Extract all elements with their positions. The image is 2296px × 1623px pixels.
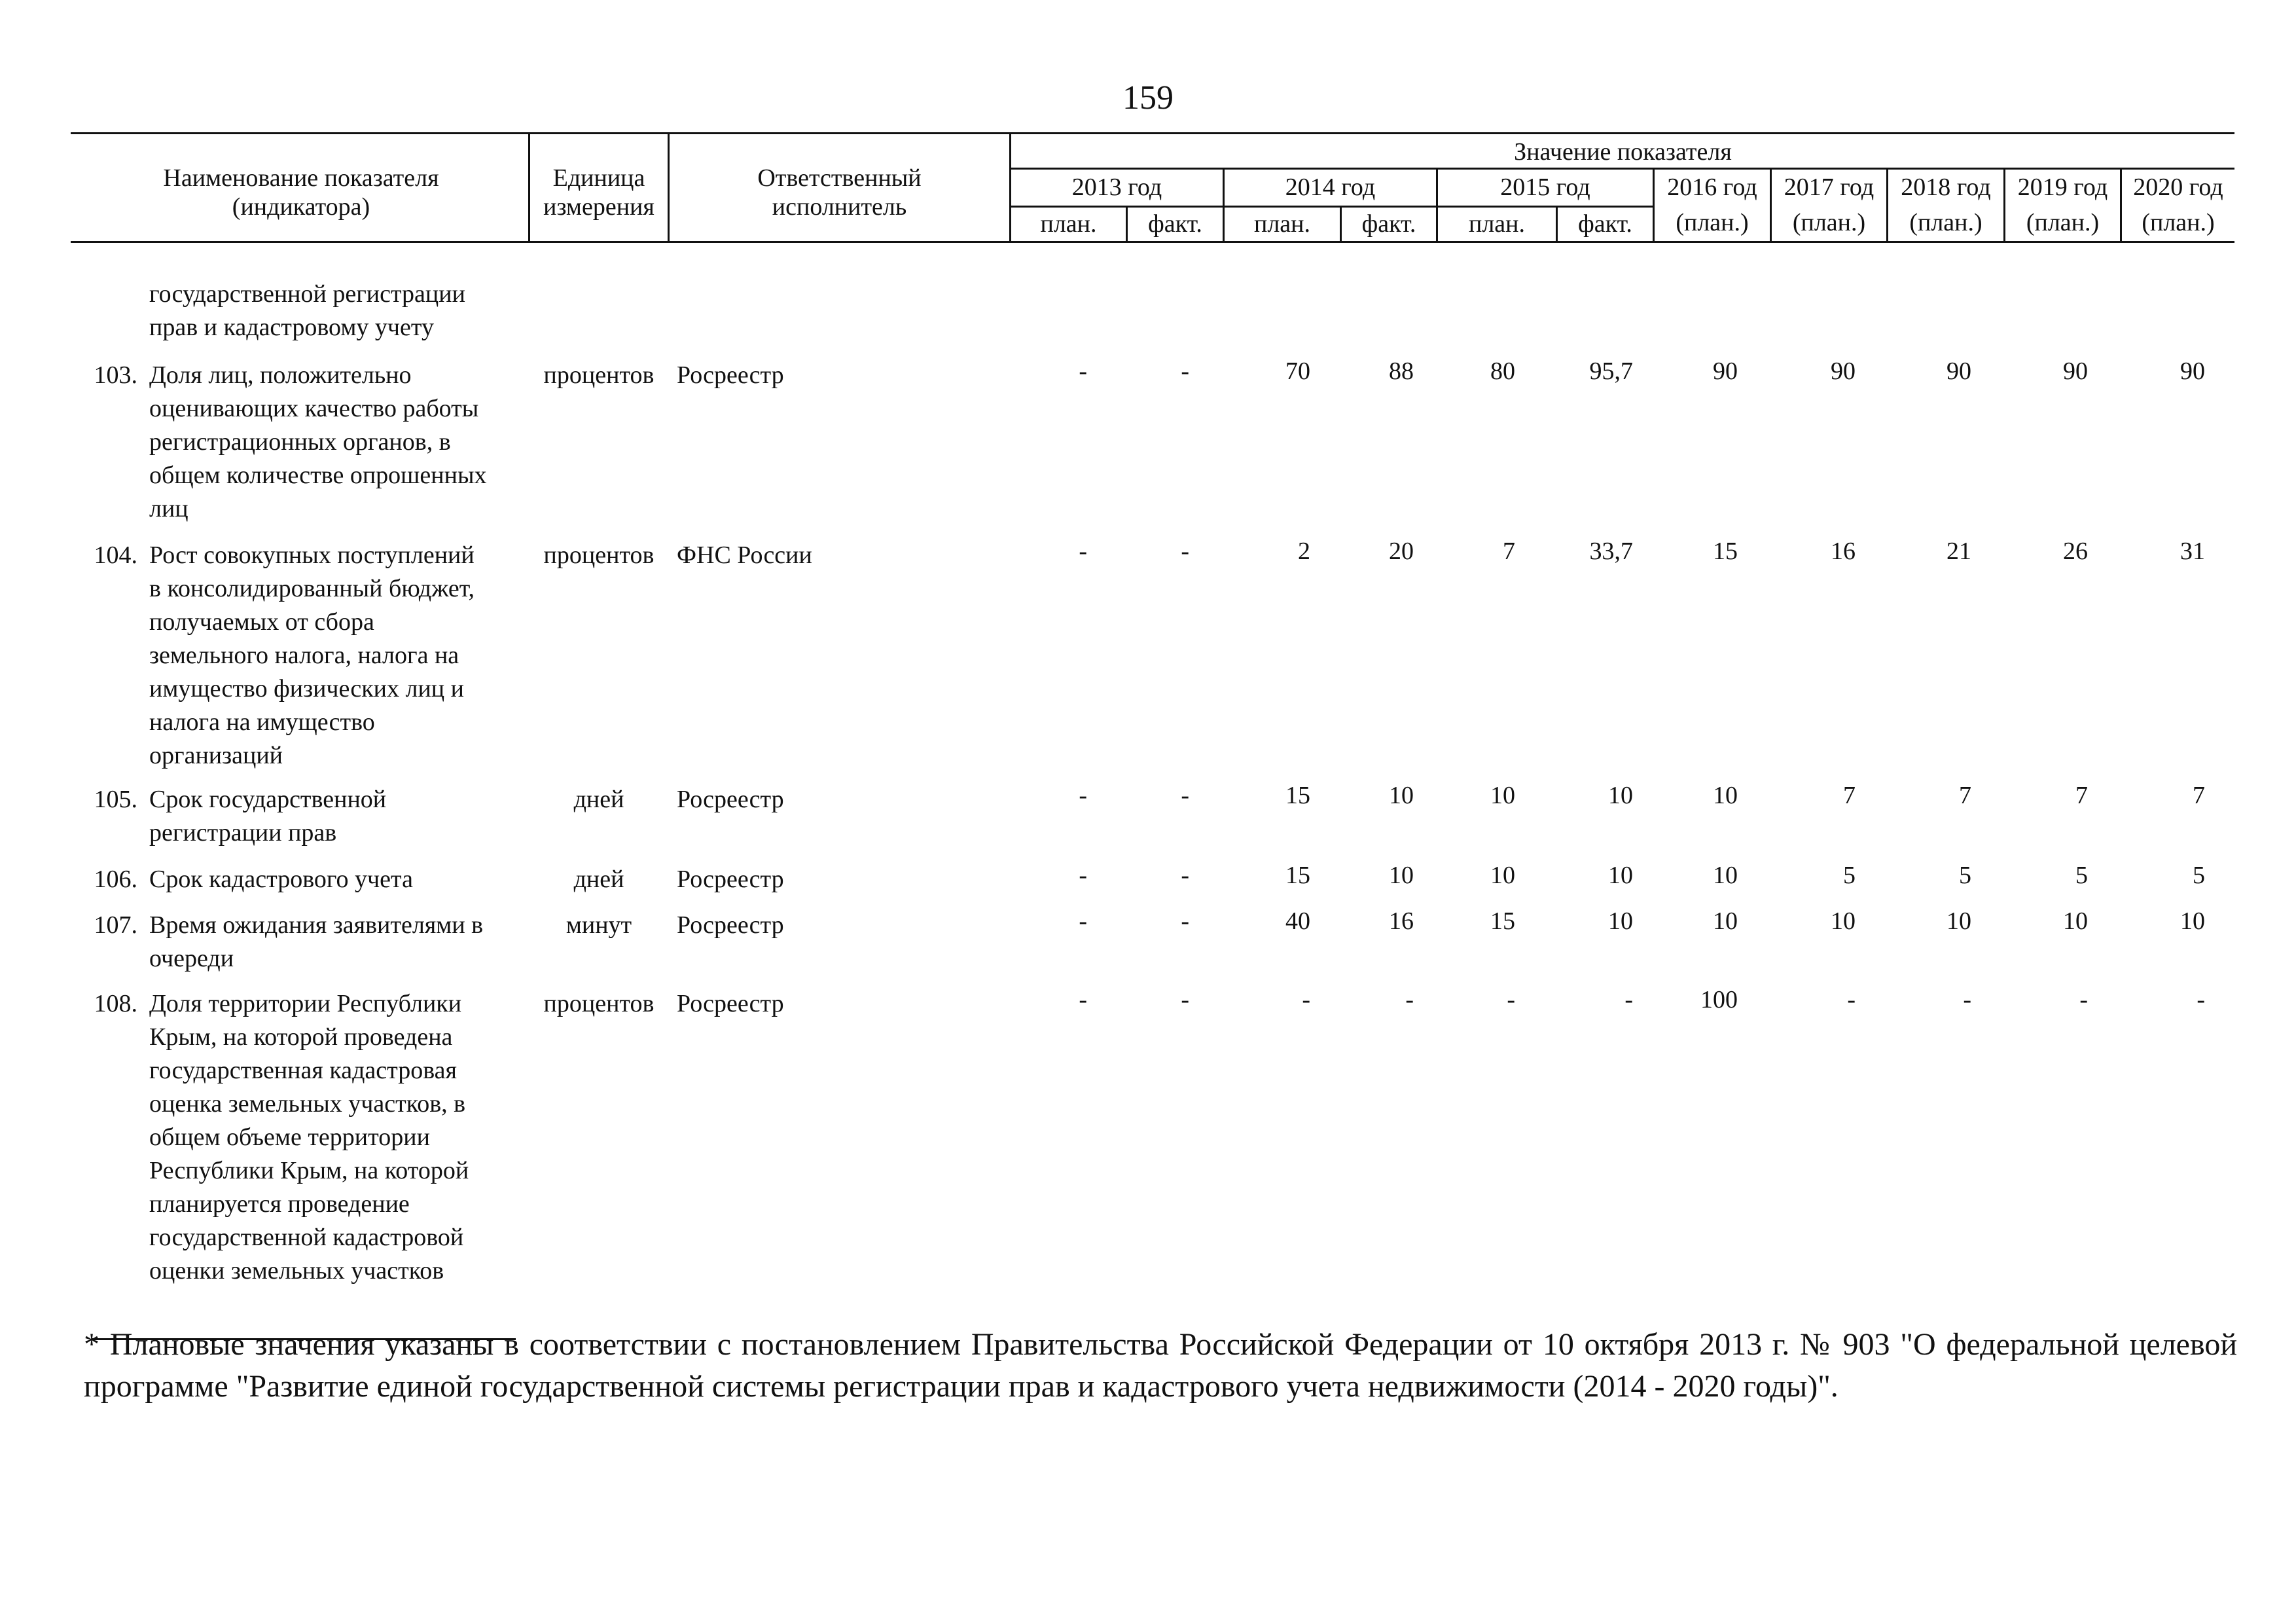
row-value: - [2079, 986, 2088, 1013]
row-value: 10 [1389, 862, 1414, 889]
row-unit: процентов [543, 990, 655, 1017]
row-value: - [1079, 986, 1087, 1013]
row-value: 16 [1831, 538, 1856, 565]
row-indicator-name: Рост совокупных поступлений в консолидированный бюджет, получаемых от сбора земельного налога, налога на имущество физических лиц и налога на имущество организаций [149, 541, 475, 769]
row-value: 10 [2063, 907, 2088, 935]
header-plan-sub: (план.) [2026, 209, 2100, 236]
header-resp-col: Ответственный исполнитель [757, 164, 922, 221]
row-responsible: Росреестр [677, 911, 784, 939]
footnote: * Плановые значения указаны в соответствии с постановлением Правительства Российской Федерации от 10 октября 2013 г. № 903 "О федеральной целевой программе "Развитие единой государственной системы регистрации прав и кадастрового учета недвижимости (2014 - 2020 годы)". [84, 1327, 2237, 1404]
row-value: 15 [1285, 782, 1310, 809]
row-number: 106. [94, 866, 137, 893]
row-value: 70 [1285, 357, 1310, 385]
row-value: - [1181, 538, 1189, 565]
row-value: 10 [2180, 907, 2205, 935]
row-value: 100 [1700, 986, 1738, 1013]
row-value: - [2197, 986, 2205, 1013]
row-unit: процентов [543, 541, 655, 569]
row-value: 10 [1608, 862, 1633, 889]
header-year: 2020 год [2133, 173, 2223, 201]
row-responsible: Росреестр [677, 361, 784, 389]
row-value: 15 [1285, 862, 1310, 889]
row-unit: процентов [543, 361, 655, 389]
row-value: 26 [2063, 538, 2088, 565]
row-responsible: Росреестр [677, 866, 784, 893]
row-value: 33,7 [1589, 538, 1633, 565]
page-number: 159 [1122, 79, 1174, 117]
row-value: - [1847, 986, 1856, 1013]
row-value: 15 [1490, 907, 1515, 935]
row-responsible: ФНС России [677, 541, 812, 569]
header-plan-sub: (план.) [1676, 209, 1749, 236]
row-value: 10 [1831, 907, 1856, 935]
row-value: - [1181, 986, 1189, 1013]
row-value: 10 [1389, 782, 1414, 809]
row-value: 16 [1389, 907, 1414, 935]
header-bottom-rule [71, 241, 2234, 243]
row-unit: минут [565, 911, 632, 939]
header-fact: факт. [1578, 210, 1632, 238]
header-plan-sub: (план.) [2142, 209, 2215, 236]
row-value: - [1079, 862, 1087, 889]
row-value: - [1079, 782, 1087, 809]
row-value: 10 [1713, 782, 1738, 809]
continuation-text: государственной регистрации прав и кадастровому учету [149, 280, 465, 341]
header-year: 2016 год [1667, 173, 1757, 201]
header-plan-sub: (план.) [1909, 209, 1982, 236]
header-year: 2017 год [1784, 173, 1874, 201]
row-value: 80 [1490, 357, 1515, 385]
row-indicator-name: Срок государственной регистрации прав [149, 786, 387, 847]
header-plan: план. [1253, 210, 1310, 238]
row-responsible: Росреестр [677, 786, 784, 813]
row-indicator-name: Доля лиц, положительно оценивающих качество работы регистрационных органов, в общем количестве опрошенных лиц [149, 361, 487, 522]
header-plan: план. [1040, 210, 1097, 238]
row-value: 88 [1389, 357, 1414, 385]
header-plan: план. [1468, 210, 1525, 238]
header-rule [1009, 168, 2234, 170]
row-value: 15 [1713, 538, 1738, 565]
row-number: 105. [94, 786, 137, 813]
row-value: 7 [1959, 782, 1971, 809]
table-top-rule [71, 132, 2234, 134]
row-value: 20 [1389, 538, 1414, 565]
row-responsible: Росреестр [677, 990, 784, 1017]
row-number: 103. [94, 361, 137, 389]
row-value: 90 [2180, 357, 2205, 385]
header-year: 2015 год [1500, 173, 1590, 201]
header-year: 2018 год [1901, 173, 1991, 201]
row-value: 7 [2075, 782, 2088, 809]
row-value: 10 [1490, 862, 1515, 889]
row-value: 5 [1843, 862, 1856, 889]
row-value: 2 [1298, 538, 1310, 565]
header-name-col: Наименование показателя (индикатора) [163, 164, 439, 221]
row-unit: дней [573, 786, 624, 813]
row-value: 90 [1946, 357, 1971, 385]
header-year: 2019 год [2017, 173, 2108, 201]
row-indicator-name: Доля территории Республики Крым, на которой проведена государственная кадастровая оценка земельных участков, в общем объеме территории Республики Крым, на которой планируется проведение государственной кадастровой оценки земельных участков [149, 990, 469, 1285]
row-value: - [1624, 986, 1633, 1013]
row-unit: дней [573, 866, 624, 893]
row-value: 10 [1946, 907, 1971, 935]
row-value: 10 [1713, 862, 1738, 889]
row-value: 95,7 [1589, 357, 1633, 385]
row-value: - [1181, 862, 1189, 889]
row-value: 7 [1503, 538, 1515, 565]
header-unit-col: Единица измерения [543, 164, 655, 221]
row-value: 10 [1713, 907, 1738, 935]
row-number: 108. [94, 990, 137, 1017]
header-value-group: Значение показателя [1514, 138, 1732, 166]
row-value: - [1507, 986, 1515, 1013]
row-indicator-name: Время ожидания заявителями в очереди [149, 911, 484, 972]
row-value: 5 [2193, 862, 2205, 889]
row-value: 31 [2180, 538, 2205, 565]
row-value: 10 [1490, 782, 1515, 809]
row-value: 7 [1843, 782, 1856, 809]
row-value: - [1181, 907, 1189, 935]
row-value: - [1079, 357, 1087, 385]
row-value: 21 [1946, 538, 1971, 565]
row-value: - [1079, 907, 1087, 935]
row-value: - [1181, 357, 1189, 385]
row-value: 40 [1285, 907, 1310, 935]
row-value: 7 [2193, 782, 2205, 809]
header-plan-sub: (план.) [1792, 209, 1866, 236]
row-number: 107. [94, 911, 137, 939]
row-value: 10 [1608, 907, 1633, 935]
row-value: 90 [1713, 357, 1738, 385]
row-number: 104. [94, 541, 137, 569]
row-value: 90 [1831, 357, 1856, 385]
row-value: 5 [1959, 862, 1971, 889]
row-value: - [1302, 986, 1310, 1013]
header-year: 2013 год [1071, 173, 1162, 201]
header-fact: факт. [1148, 210, 1202, 238]
row-value: 10 [1608, 782, 1633, 809]
row-value: - [1181, 782, 1189, 809]
header-fact: факт. [1361, 210, 1416, 238]
row-indicator-name: Срок кадастрового учета [149, 866, 413, 893]
row-value: - [1079, 538, 1087, 565]
row-value: - [1963, 986, 1971, 1013]
header-year: 2014 год [1285, 173, 1376, 201]
row-value: - [1405, 986, 1414, 1013]
row-value: 5 [2075, 862, 2088, 889]
row-value: 90 [2063, 357, 2088, 385]
